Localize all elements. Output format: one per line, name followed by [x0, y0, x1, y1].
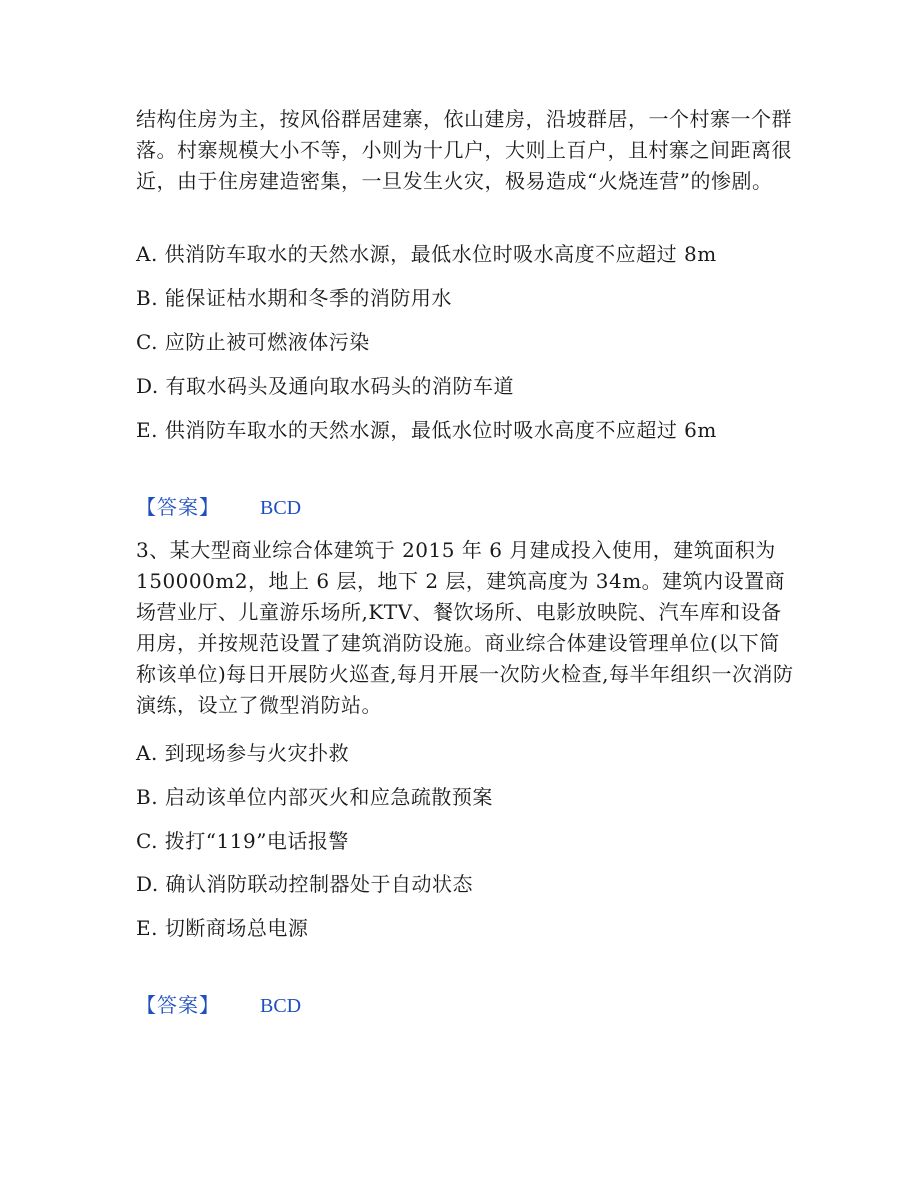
question-3-option-e: E. 切断商场总电源: [136, 916, 309, 940]
question-2-option-d: D. 有取水码头及通向取水码头的消防车道: [136, 374, 515, 398]
answer-label: 【答案】: [136, 495, 220, 519]
answer-label: 【答案】: [136, 993, 220, 1017]
question-2-option-c: C. 应防止被可燃液体污染: [136, 330, 370, 354]
question-2-stem: 结构住房为主，按风俗群居建寨，依山建房，沿坡群居，一个村寨一个群落。村寨规模大小不等，小则为十几户，大则上百户，且村寨之间距离很近，由于住房建造密集，一旦发生火灾，极易造成“火烧连营”的惨剧。: [136, 107, 792, 193]
question-3-answer: [136, 990, 301, 1021]
question-3-option-a: A. 到现场参与火灾扑救: [136, 741, 350, 765]
question-3-stem: 3、某大型商业综合体建筑于 2015 年 6 月建成投入使用，建筑面积为 150000m2，地上 6 层，地下 2 层，建筑高度为 34m。建筑内设置商场营业厅、儿童游乐场所,KTV、餐饮场所、电影放映院、汽车库和设备用房，并按规范设置了建筑消防设施。商业综合体建设管理单位(以下简称该单位)每日开展防火巡查,每月开展一次防火检查,每半年组织一次消防演练，设立了微型消防站。: [136, 538, 794, 717]
answer-value: BCD: [260, 497, 302, 519]
question-3-option-d: D. 确认消防联动控制器处于自动状态: [136, 872, 474, 896]
question-3-option-c: C. 拨打“119”电话报警: [136, 829, 349, 853]
question-3-option-b: B. 启动该单位内部灭火和应急疏散预案: [136, 785, 493, 809]
answer-value: BCD: [260, 995, 302, 1017]
question-2-option-a: A. 供消防车取水的天然水源，最低水位时吸水高度不应超过 8m: [136, 242, 717, 266]
question-2-answer: [136, 492, 301, 523]
question-2-option-e: E. 供消防车取水的天然水源，最低水位时吸水高度不应超过 6m: [136, 418, 717, 442]
question-2-option-b: B. 能保证枯水期和冬季的消防用水: [136, 286, 452, 310]
